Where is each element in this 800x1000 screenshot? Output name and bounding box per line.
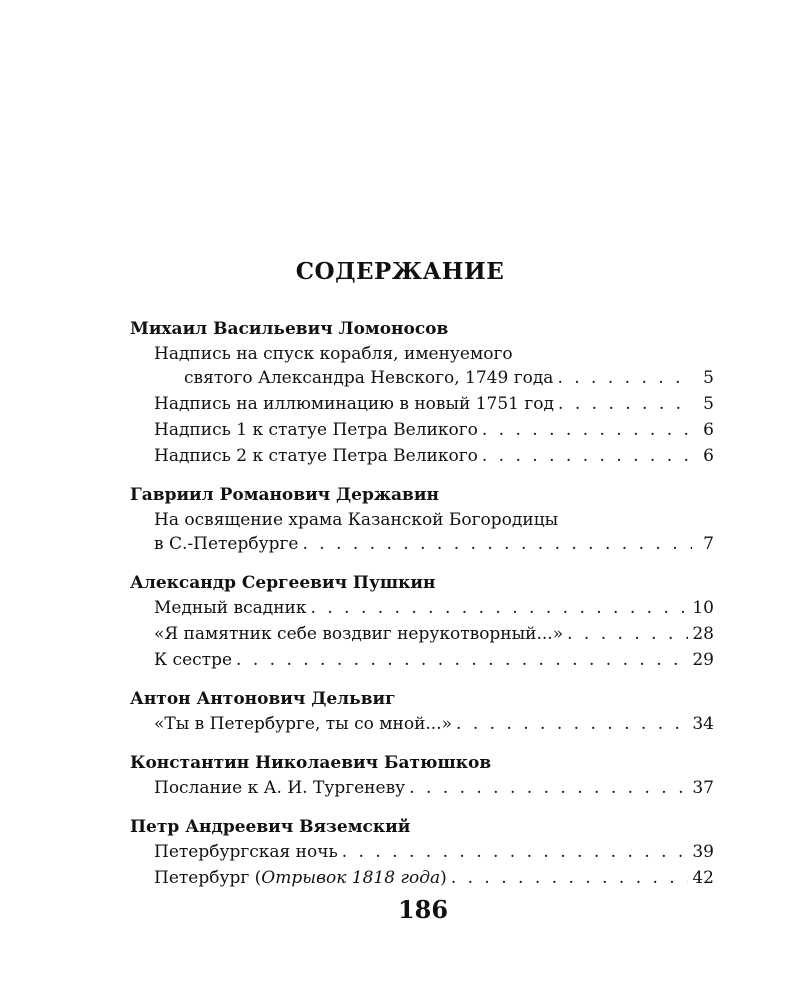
leader-dots bbox=[553, 366, 692, 390]
entry-page: 34 bbox=[692, 714, 714, 734]
entry-title bbox=[154, 866, 447, 890]
entry-title-suffix: ) bbox=[440, 868, 447, 888]
entry-title: «Я памятник себе воздвиг нерукотворный...» bbox=[154, 624, 564, 644]
author-section-pushkin bbox=[130, 570, 714, 672]
entry-title: Петербургская ночь bbox=[154, 842, 338, 862]
entry-page: 10 bbox=[692, 598, 714, 618]
entry-page: 6 bbox=[703, 420, 714, 440]
table-of-contents bbox=[130, 316, 714, 904]
author-section-batyushkov bbox=[130, 750, 714, 800]
entry-title: Послание к А. И. Тургеневу bbox=[154, 778, 406, 798]
leader-dots bbox=[298, 532, 692, 556]
entry-page: 29 bbox=[692, 650, 714, 670]
toc-entry bbox=[130, 418, 714, 442]
author-name: Гавриил Романович Державин bbox=[130, 485, 439, 505]
leader-dots bbox=[307, 596, 689, 620]
author-section-vyazemsky bbox=[130, 814, 714, 890]
entry-page: 39 bbox=[692, 842, 714, 862]
entry-title: «Ты в Петербурге, ты со мной...» bbox=[154, 714, 453, 734]
entry-title-prefix: Петербург ( bbox=[154, 868, 262, 888]
entry-page: 42 bbox=[692, 868, 714, 888]
leader-dots bbox=[452, 712, 688, 736]
entry-title: Надпись 2 к статуе Петра Великого bbox=[154, 446, 478, 466]
author-name: Константин Николаевич Батюшков bbox=[130, 753, 492, 773]
leader-dots bbox=[563, 622, 688, 646]
entry-title-continued: в С.-Петербурге bbox=[154, 534, 299, 554]
toc-entry bbox=[130, 392, 714, 416]
author-name: Александр Сергеевич Пушкин bbox=[130, 573, 436, 593]
toc-entry bbox=[130, 508, 714, 556]
toc-entry bbox=[130, 776, 714, 800]
toc-entry bbox=[130, 444, 714, 468]
page-number: 186 bbox=[397, 895, 449, 924]
author-name: Антон Антонович Дельвиг bbox=[130, 689, 396, 709]
entry-title: Медный всадник bbox=[154, 598, 307, 618]
entry-page: 6 bbox=[703, 446, 714, 466]
entry-title-italic: Отрывок 1818 года bbox=[261, 868, 441, 888]
entry-title: Надпись 1 к статуе Петра Великого bbox=[154, 420, 478, 440]
entry-page: 5 bbox=[703, 368, 714, 388]
leader-dots bbox=[232, 648, 688, 672]
entry-page: 5 bbox=[703, 394, 714, 414]
entry-page: 7 bbox=[703, 534, 714, 554]
author-section-lomonosov bbox=[130, 316, 714, 468]
page-title: СОДЕРЖАНИЕ bbox=[295, 258, 505, 285]
toc-entry bbox=[130, 866, 714, 890]
leader-dots bbox=[405, 776, 688, 800]
entry-page: 37 bbox=[692, 778, 714, 798]
toc-entry bbox=[130, 622, 714, 646]
leader-dots bbox=[554, 392, 692, 416]
entry-title: К сестре bbox=[154, 650, 233, 670]
entry-title: Надпись на спуск корабля, именуемого bbox=[154, 344, 513, 364]
toc-entry bbox=[130, 648, 714, 672]
author-section-derzhavin bbox=[130, 482, 714, 556]
author-name: Петр Андреевич Вяземский bbox=[130, 817, 411, 837]
toc-entry bbox=[130, 840, 714, 864]
author-section-delvig bbox=[130, 686, 714, 736]
toc-entry bbox=[130, 342, 714, 390]
toc-entry bbox=[130, 712, 714, 736]
leader-dots bbox=[447, 866, 689, 890]
leader-dots bbox=[478, 444, 692, 468]
entry-title-continued: святого Александра Невского, 1749 года bbox=[184, 368, 554, 388]
entry-page: 28 bbox=[692, 624, 714, 644]
leader-dots bbox=[338, 840, 689, 864]
entry-title: На освящение храма Казанской Богородицы bbox=[154, 510, 559, 530]
author-name: Михаил Васильевич Ломоносов bbox=[130, 319, 449, 339]
toc-entry bbox=[130, 596, 714, 620]
entry-title: Надпись на иллюминацию в новый 1751 год bbox=[154, 394, 555, 414]
leader-dots bbox=[478, 418, 692, 442]
